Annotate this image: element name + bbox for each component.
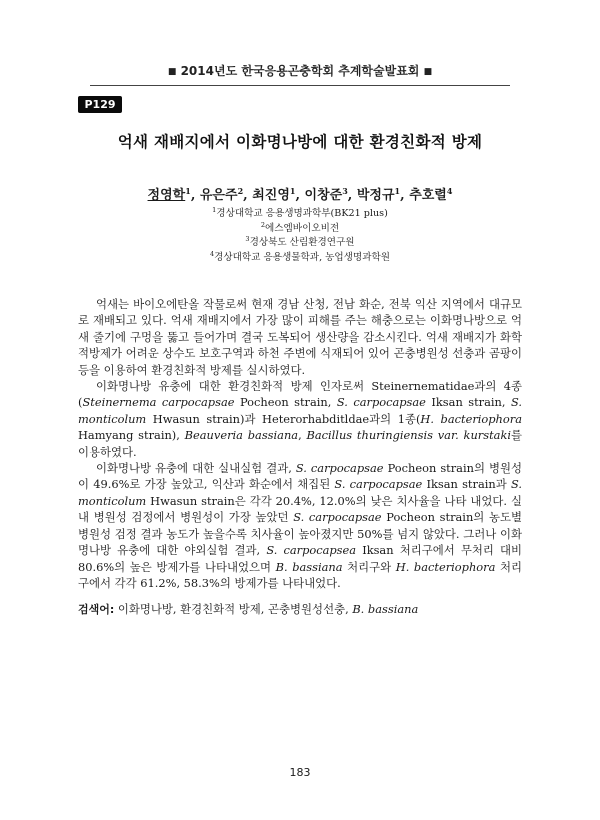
species-name: H. bacteriophora	[395, 559, 496, 574]
species-name: S. carpocapsae	[293, 510, 382, 525]
conference-header	[90, 58, 510, 86]
author-affil-number: 1	[185, 186, 191, 196]
author-name: 정영학	[147, 188, 186, 203]
species-name: S. carpocapsae	[336, 395, 426, 410]
author-name: 유은주	[199, 188, 238, 203]
species-name: Steinernema carpocapsae	[82, 395, 235, 410]
affiliation-line	[0, 236, 600, 251]
author-affil-number: 3	[342, 186, 348, 196]
author-name: 최진영	[252, 188, 290, 203]
text-run: Hwasun strain)과 Heterorhabditldae과의 1종(	[146, 411, 421, 426]
author-list: 정영학$^1$, 유은주$^2$, 최진영$^1$, 이창준$^3$, 박정규$^1$, 추호렬$^4$	[147, 186, 453, 203]
affiliation-number: 3	[245, 235, 250, 244]
text-run: Iksan 처리구에서 무처리 대비 80.6%의 높은 방제가를 나타내었으며	[78, 543, 522, 574]
species-name: Beauveria bassiana	[184, 428, 299, 443]
text-run: 를 이용하였다.	[78, 428, 523, 459]
abstract-body	[78, 296, 522, 591]
text-run: 이화명나방 유충에 대한 환경친화적 방제 인자로써 Steinernematidae과의 4종(	[78, 379, 522, 410]
text-run: ,	[298, 428, 307, 443]
affiliation-number: 4	[209, 249, 215, 258]
affiliation-line	[0, 222, 600, 237]
text-run: Pocheon strain의 병원성이 49.6%로 가장 높았고, 익산과 화순에서 채집된	[78, 461, 523, 492]
affiliation-text: 경상북도 산림환경연구원	[249, 237, 355, 249]
text-run: 처리구와	[342, 559, 396, 574]
species-name: S. carpocapsae	[334, 477, 423, 492]
text-run: Hwasun strain은 각각 20.4%, 12.0%의 낮은 치사율을 나타 내었다. 실내 병원성 검정에서 병원성이 가장 높았던	[78, 493, 522, 525]
text-run: 이화명나방 유충에 대한 실내실험 결과,	[96, 461, 296, 476]
affiliation-list	[0, 207, 600, 265]
species-name: H. bacteriophora	[420, 411, 522, 426]
species-name: S. carpocapsea	[266, 543, 357, 558]
text-run: Iksan strain,	[425, 395, 511, 410]
text-run: 처리구에서 각각 61.2%, 58.3%의 방제가를 나타내었다.	[78, 559, 522, 590]
affiliation-number: 1	[212, 206, 217, 214]
species-name: S. monticolum	[78, 477, 522, 508]
author-name: 박정규	[356, 188, 395, 203]
author-name: 이창준	[304, 188, 343, 203]
author-affil-number: 1	[289, 186, 296, 196]
page-number: 183	[289, 766, 311, 779]
abstract-paragraph-3	[78, 460, 522, 591]
keywords-species: B. bassiana	[352, 602, 419, 616]
poster-code-badge: P129	[78, 96, 122, 113]
abstract-paragraph-1: 억새는 바이오에탄올 작물로써 현재 경남 산청, 전남 화순, 전북 익산 지역에서 대규모로 재배되고 있다. 억새 재배지에서 가장 많이 피해를 주는 해충으로는 이화명나방으로 억새 줄기에 구멍을 뚫고 들어가며 결국 도복되어 생산량을 감소시킨다. 억새 재배지가 화학적방제가 어려운 상수도 보호구역과 하천 주변에 식재되어 있어 곤충병원성 선충과 곰팡이 등을 이용하여 환경친화적 방제를 실시하였다.	[78, 297, 522, 377]
author-affil-number: 4	[446, 186, 453, 196]
header-bullet-right: ■	[423, 67, 433, 77]
keywords-text: 이화명나방, 환경친화적 방제, 곤충병원성선충,	[114, 602, 353, 616]
paper-title: 억새 재배지에서 이화명나방에 대한 환경친화적 방제	[117, 133, 483, 151]
affiliation-text: 경상대학교 응용생물학과, 농업생명과학원	[214, 251, 391, 263]
abstract-paragraph-2	[78, 378, 522, 460]
affiliation-line	[0, 207, 600, 222]
text-run: Iksan strain과	[422, 477, 511, 492]
affiliation-line	[0, 251, 600, 266]
author-affil-number: 2	[237, 186, 244, 196]
keywords-label: 검색어:	[78, 603, 115, 616]
species-name: Bacillus thuringiensis var. kurstaki	[306, 428, 511, 443]
text-run: Pocheon strain의 농도별 병원성 검정 결과 농도가 높을수록 치사율이 높아졌지만 50%를 넘지 않았다. 그러나 이화명나방 유충에 대한 야외실험 결과,	[78, 510, 522, 558]
text-run: Hamyang strain),	[78, 428, 185, 443]
affiliation-text: 경상대학교 응용생명과학부(BK21 plus)	[216, 208, 388, 219]
author-name: 추호렬	[409, 188, 447, 203]
header-text: 2014년도 한국응용곤충학회 추계학술발표회	[180, 64, 420, 78]
species-name: S. carpocapsae	[295, 461, 384, 476]
text-run: Pocheon strain,	[234, 395, 337, 410]
affiliation-number: 2	[260, 220, 265, 229]
header-bullet-left: ■	[167, 67, 177, 77]
keywords-line	[78, 601, 522, 618]
species-name: S. monticolum	[78, 395, 522, 426]
affiliation-text: 에스엠바이오비전	[265, 222, 340, 234]
author-affil-number: 1	[394, 186, 401, 196]
species-name: B. bassiana	[275, 559, 343, 574]
